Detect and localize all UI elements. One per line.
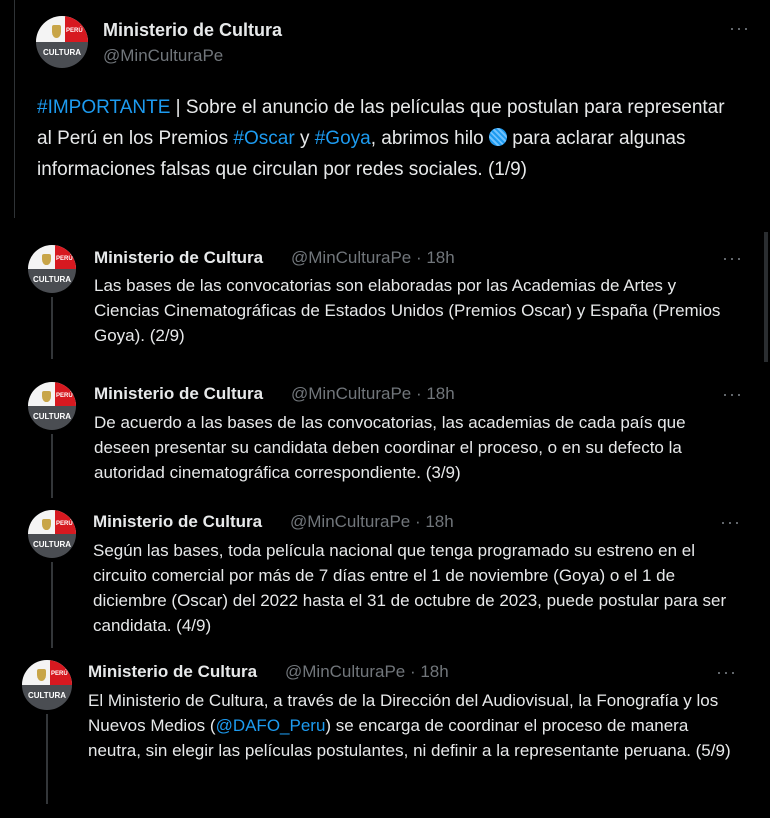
thread-connector	[51, 562, 53, 648]
avatar[interactable]: PERÚ CULTURA	[28, 382, 76, 430]
avatar[interactable]: PERÚ CULTURA	[28, 245, 76, 293]
handle-timestamp[interactable]: @MinCulturaPe · 18h	[285, 662, 449, 681]
more-options-icon[interactable]: ···	[729, 18, 750, 38]
avatar[interactable]: PERÚ CULTURA	[28, 510, 76, 558]
coat-of-arms-icon	[37, 669, 46, 681]
mention-link[interactable]: @DAFO_Peru	[215, 716, 326, 735]
more-options-icon[interactable]: ···	[722, 248, 743, 268]
avatar[interactable]: PERÚ CULTURA	[36, 16, 88, 68]
handle-timestamp[interactable]: @MinCulturaPe · 18h	[290, 512, 454, 531]
more-options-icon[interactable]: ···	[720, 512, 741, 532]
account-name[interactable]: Ministerio de Cultura	[94, 384, 264, 403]
tweet-text: El Ministerio de Cultura, a través de la Dirección del Audiovisual, la Fonografía y los Nuevos Medios (@DAFO_Peru) se encarga de coordinar el proceso de manera neutra, sin elegir las películas postulantes, ni definir a la representante peruana. (5/9)	[88, 691, 731, 760]
hashtag-link[interactable]: #Goya	[314, 128, 371, 149]
account-name[interactable]: Ministerio de Cultura	[94, 248, 264, 267]
timeline-border	[14, 0, 15, 218]
scrollbar[interactable]	[764, 232, 768, 362]
handle-timestamp[interactable]: @MinCulturaPe · 18h	[291, 384, 455, 403]
thread-connector	[51, 297, 53, 359]
coat-of-arms-icon	[52, 25, 61, 37]
hashtag-link[interactable]: #Oscar	[233, 128, 295, 149]
account-handle[interactable]: @MinCulturaPe	[103, 46, 224, 65]
tweet-text: Las bases de las convocatorias son elaboradas por las Academias de Artes y Ciencias Cinematográficas de Estados Unidos (Premios Oscar) y España (Premios Goya). (2/9)	[94, 276, 721, 345]
hashtag-link[interactable]: #IMPORTANTE	[37, 97, 171, 118]
thread-connector	[51, 434, 53, 498]
more-options-icon[interactable]: ···	[716, 662, 737, 682]
yarn-emoji-icon	[489, 128, 507, 146]
tweet-text: #IMPORTANTE | Sobre el anuncio de las películas que postulan para representar al Perú en los Premios #Oscar y #Goya, abrimos hilo para aclarar algunas informaciones falsas que circulan por redes sociales. (1/9)	[37, 97, 725, 180]
tweet-text: Según las bases, toda película nacional que tenga programado su estreno en el circuito comercial por más de 7 días entre el 1 de noviembre (Goya) o el 1 de diciembre (Oscar) del 2022 hasta el 31 de octubre de 2023, puede postular para ser candidata. (4/9)	[93, 541, 727, 635]
avatar[interactable]: PERÚ CULTURA	[22, 660, 72, 710]
handle-timestamp[interactable]: @MinCulturaPe · 18h	[291, 248, 455, 267]
thread-connector	[46, 714, 48, 804]
account-name[interactable]: Ministerio de Cultura	[88, 662, 258, 681]
tweet-text: De acuerdo a las bases de las convocatorias, las academias de cada país que deseen presentar su candidata deben coordinar el proceso, o en su defecto la autoridad cinematográfica correspondiente. (3/9)	[94, 413, 686, 482]
more-options-icon[interactable]: ···	[722, 384, 743, 404]
account-name[interactable]: Ministerio de Cultura	[93, 512, 263, 531]
account-name[interactable]: Ministerio de Cultura	[103, 20, 283, 40]
